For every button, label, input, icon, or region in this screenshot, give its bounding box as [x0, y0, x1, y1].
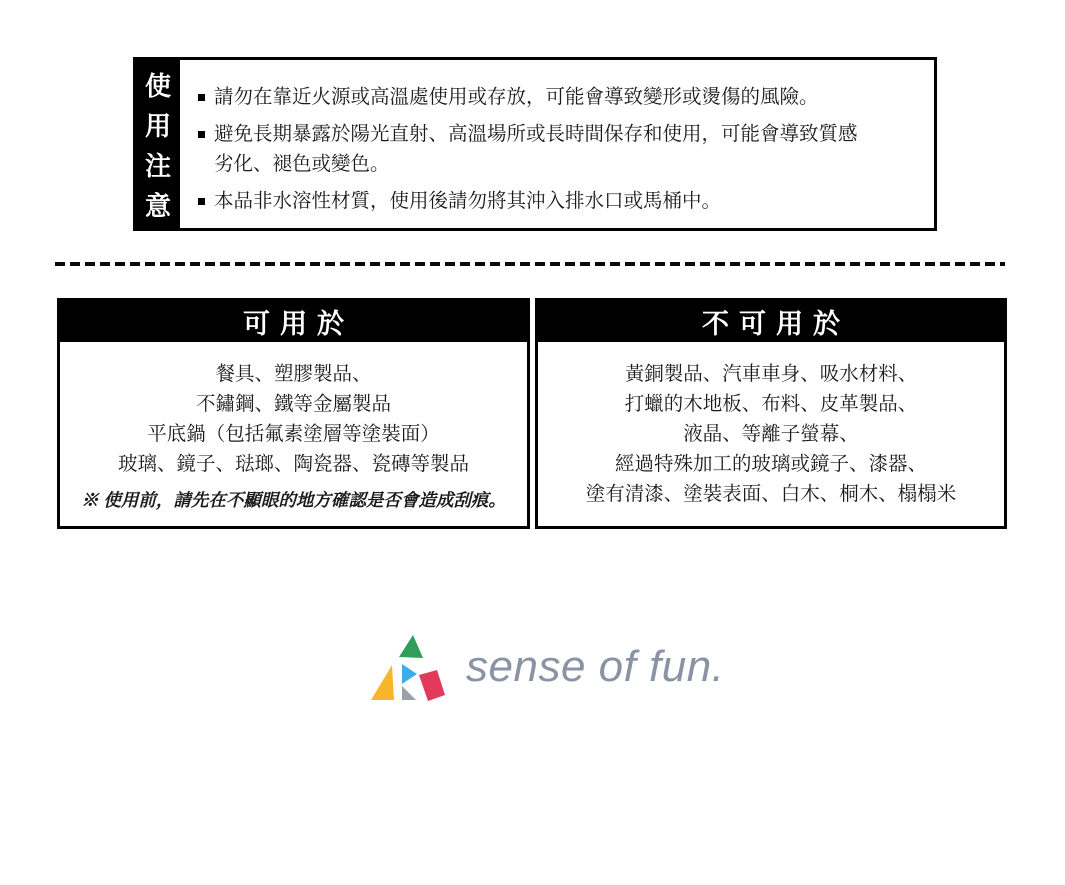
notice-item: [198, 82, 894, 112]
notice-item-text: 請勿在靠近火源或高溫處使用或存放，可能會導致變形或燙傷的風險。: [214, 86, 819, 108]
notice-item-text: 本品非水溶性材質，使用後請勿將其沖入排水口或馬桶中。: [214, 190, 722, 212]
logo-triangle-blue: [402, 664, 417, 684]
usable-line: 平底鍋（包括氟素塗層等塗裝面）: [147, 423, 440, 445]
usable-line: 餐具、塑膠製品、: [215, 363, 372, 385]
bullet-square-icon: [198, 131, 205, 138]
logo-parallelogram-pink: [419, 670, 445, 701]
not-usable-on-body: [538, 342, 1004, 509]
usable-line: 不鏽鋼、鐵等金屬製品: [195, 393, 391, 415]
usage-notice-content: [180, 60, 934, 228]
usage-notice-box: [133, 57, 937, 231]
not-usable-on-header: [538, 301, 1004, 342]
brand-logo-mark-icon: [368, 626, 460, 722]
usable-on-title: 可用於: [243, 309, 354, 339]
logo-triangle-gray: [402, 686, 416, 700]
usable-caution-note: ※ 使用前，請先在不顯眼的地方確認是否會造成刮痕。: [81, 490, 506, 510]
usable-on-header: [60, 301, 527, 342]
usable-on-body: [60, 342, 527, 512]
vertical-title-char: 意: [144, 190, 171, 221]
not-usable-on-box: [535, 298, 1007, 529]
notice-item: [198, 186, 894, 216]
logo-triangle-yellow: [371, 665, 394, 700]
not-usable-on-title: 不可用於: [702, 309, 850, 339]
not-usable-line: 打蠟的木地板、布料、皮革製品、: [624, 393, 918, 415]
notice-item-text: 避免長期暴露於陽光直射、高溫場所或長時間保存和使用，可能會導致質感劣化、褪色或變色。: [214, 123, 858, 175]
bullet-square-icon: [198, 94, 205, 101]
usage-notice-vertical-title: [136, 60, 180, 228]
vertical-title-char: 注: [144, 150, 171, 181]
usable-line: 玻璃、鏡子、琺瑯、陶瓷器、瓷磚等製品: [117, 453, 469, 475]
not-usable-line: 黃銅製品、汽車車身、吸水材料、: [624, 363, 918, 385]
usable-on-box: [57, 298, 530, 529]
bullet-square-icon: [198, 198, 205, 205]
dashed-divider: [55, 262, 1005, 266]
vertical-title-char: 使: [144, 70, 171, 101]
notice-item: [198, 119, 894, 179]
vertical-title-char: 用: [144, 110, 171, 141]
brand-logo: [368, 626, 724, 722]
not-usable-line: 塗有清漆、塗裝表面、白木、桐木、榻榻米: [585, 483, 957, 505]
not-usable-line: 液晶、等離子螢幕、: [683, 423, 859, 445]
brand-logo-text: sense of fun.: [466, 642, 725, 691]
logo-triangle-green: [399, 635, 423, 658]
not-usable-line: 經過特殊加工的玻璃或鏡子、漆器、: [614, 453, 927, 475]
